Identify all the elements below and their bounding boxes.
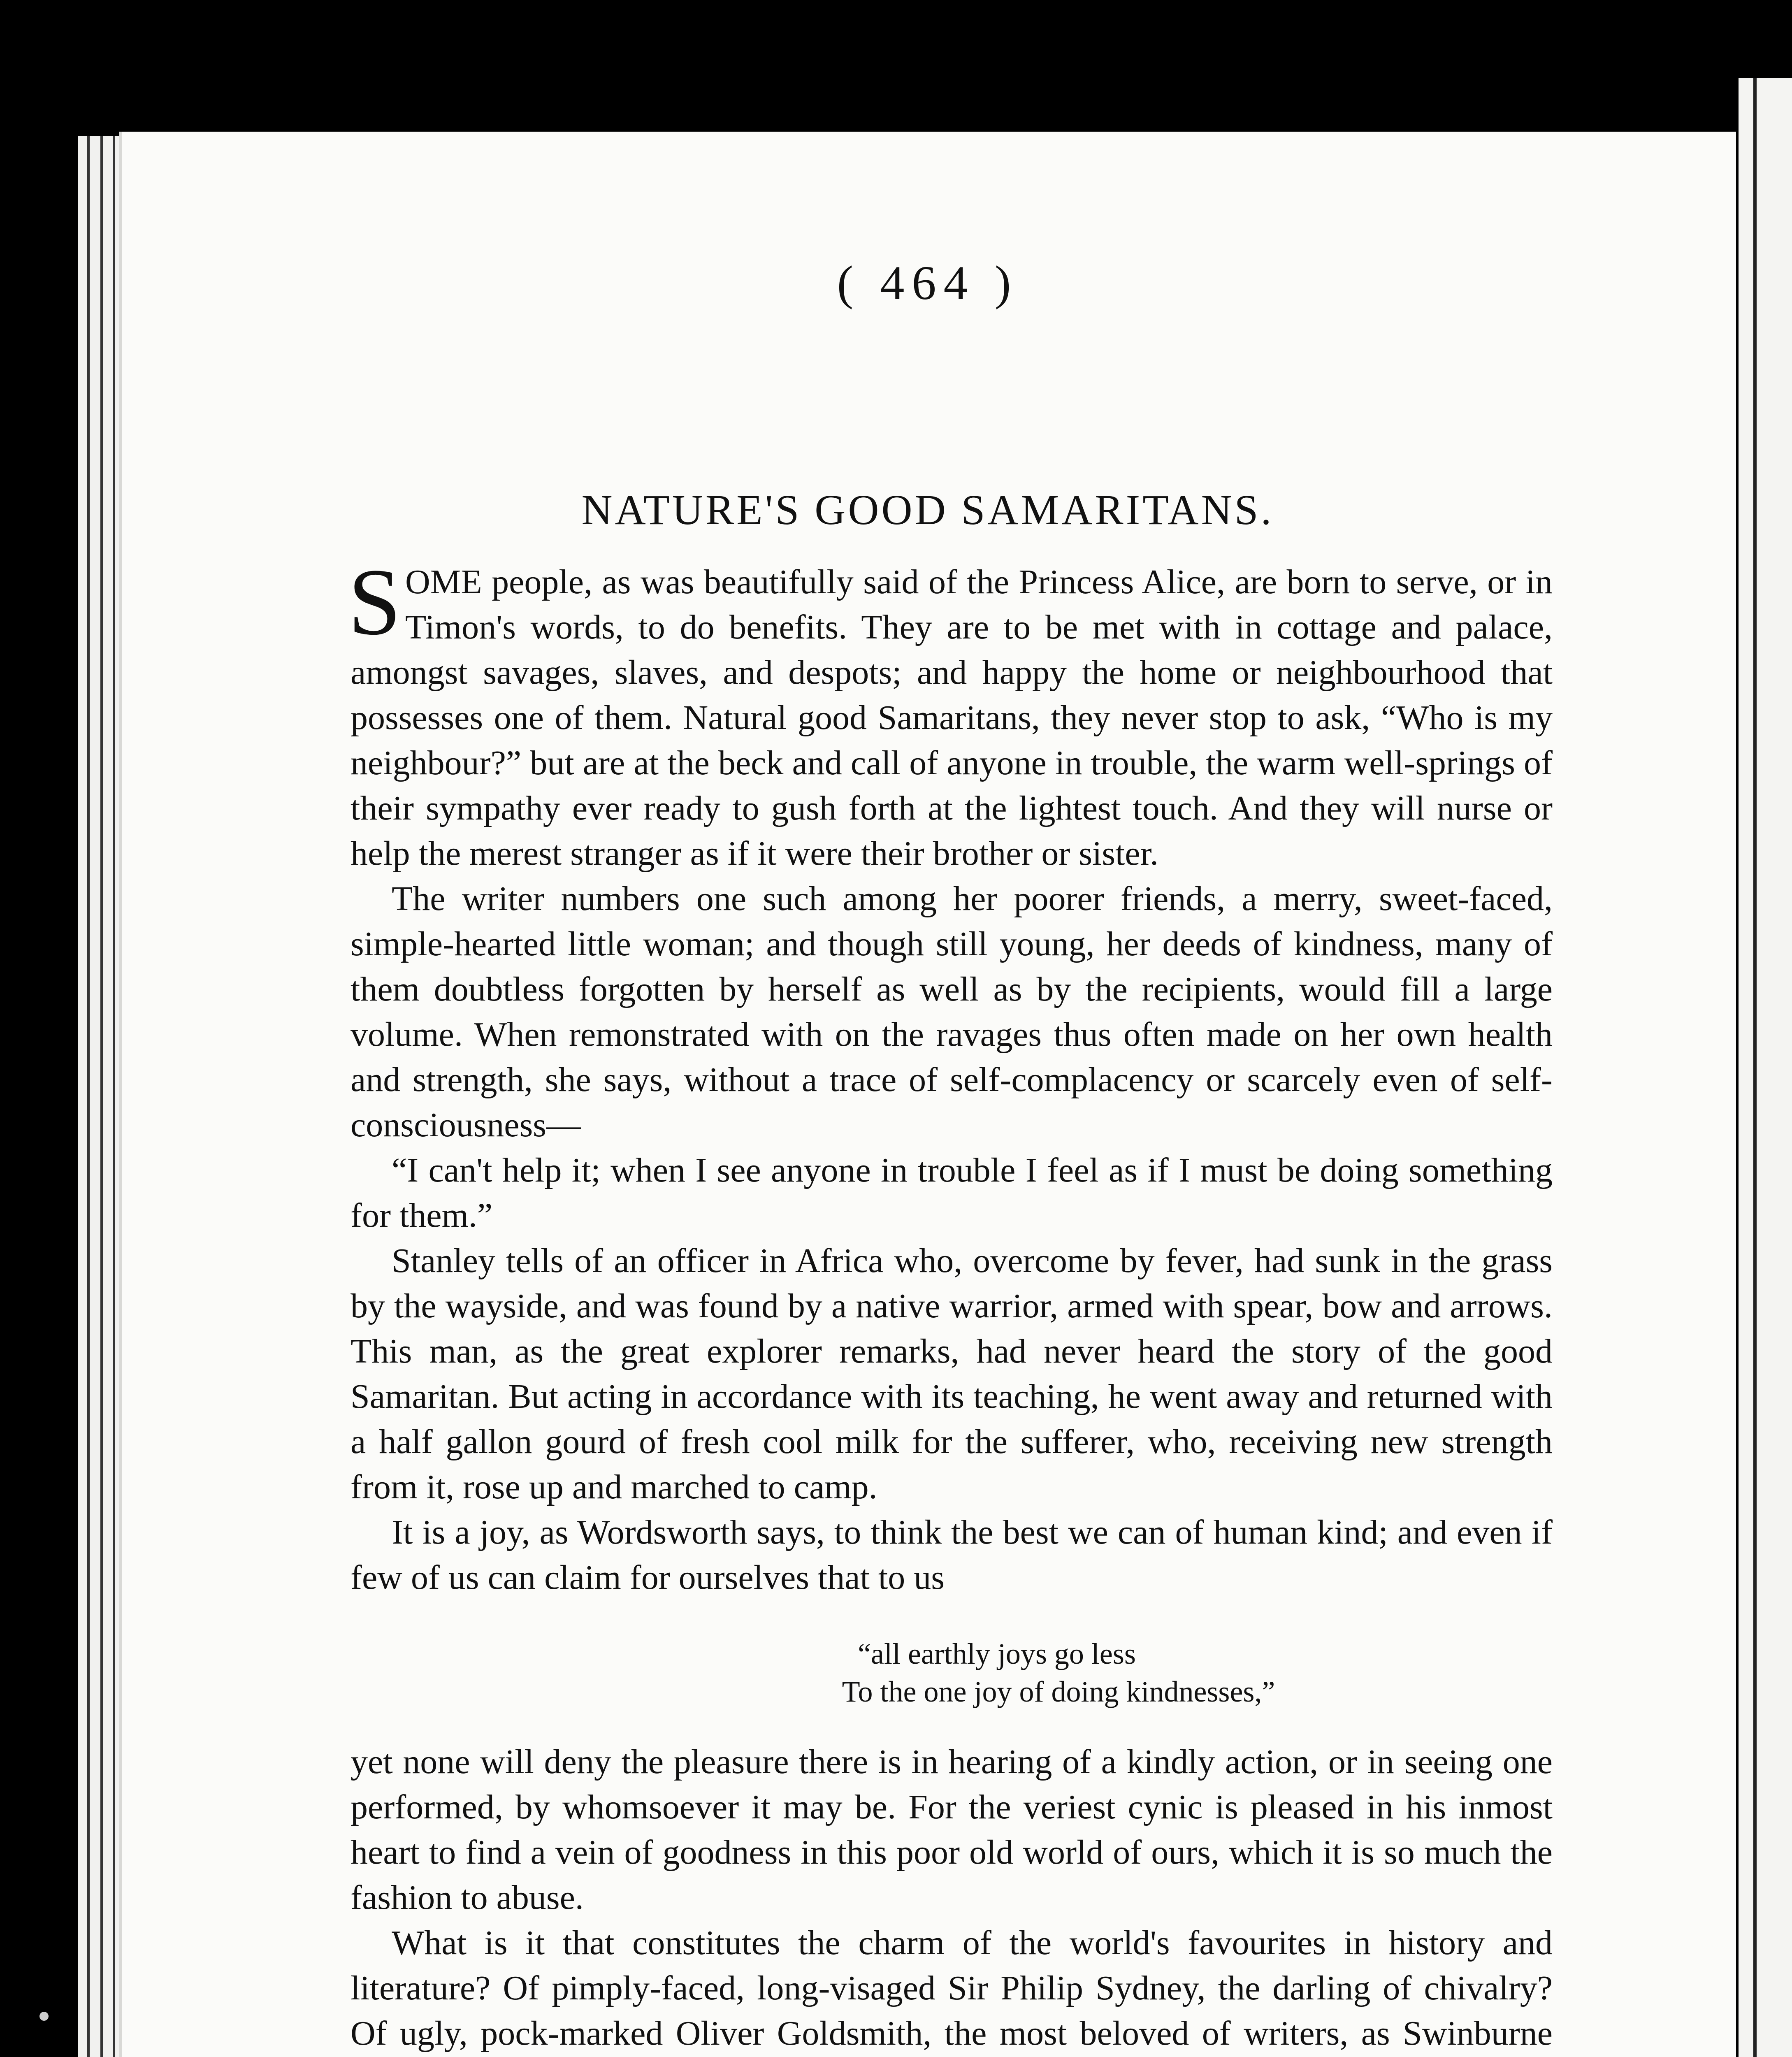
- lead-word: OME: [405, 563, 482, 601]
- left-page-edge: [78, 136, 123, 2057]
- left-edge-rule: [113, 136, 115, 2057]
- verse-quote: [351, 1635, 1553, 1711]
- article-body: [348, 549, 1553, 2057]
- drop-cap: S: [348, 549, 402, 655]
- verse-line: “all earthly joys go less: [858, 1637, 1136, 1670]
- paragraph: [348, 549, 1553, 876]
- verse-line: To the one joy of doing kindnesses,”: [842, 1675, 1275, 1708]
- page-number: ( 464 ): [837, 256, 1019, 310]
- right-edge-rule: [1753, 78, 1757, 2057]
- book-page: [119, 132, 1736, 2057]
- left-edge-rule: [87, 136, 90, 2057]
- left-edge-rule: [100, 136, 103, 2057]
- paragraph: It is a joy, as Wordsworth says, to think the best we can of human kind; and even if few of us can claim for ourselves that to us: [351, 1513, 1553, 1597]
- article-title: NATURE'S GOOD SAMARITANS.: [581, 486, 1274, 534]
- paragraph: The writer numbers one such among her poorer friends, a merry, sweet-faced, simple-hearted little woman; and though still young, her deeds of kindness, many of them doubtless forgotten by herself as well as by the recipients, would fill a large volume. When remonstrated with on the ravages thus often made on her own health and strength, she says, without a trace of self-complacency or scarcely even of self-consciousness—: [351, 880, 1553, 1144]
- paragraph: Stanley tells of an officer in Africa who, overcome by fever, had sunk in the grass by the wayside, and was found by a native warrior, armed with spear, bow and arrows. This man, as the great explorer remarks, had never heard the story of the good Samaritan. But acting in accordance with its teaching, he went away and returned with a half gallon gourd of fresh cool milk for the sufferer, who, receiving new strength from it, rose up and marched to camp.: [351, 1242, 1553, 1506]
- paragraph: “I can't help it; when I see anyone in trouble I feel as if I must be doing something for them.”: [351, 1151, 1553, 1235]
- scan-speck: [39, 2012, 49, 2021]
- paragraph-text: people, as was beautifully said of the Princess Alice, are born to serve, or in Timon's words, to do benefits. They are to be met with in cottage and palace, amongst savages, slaves, and despots; and happy the home or neighbourhood that possesses one of them. Natural good Samaritans, they never stop to ask, “Who is my neighbour?” but are at the beck and call of anyone in trouble, the warm well-springs of their sympathy ever ready to gush forth at the lightest touch. And they will nurse or help the merest stranger as if it were their brother or sister.: [351, 563, 1553, 873]
- paragraph: yet none will deny the pleasure there is in hearing of a kindly action, or in seeing one performed, by whomsoever it may be. For the veriest cynic is pleased in his inmost heart to find a vein of goodness in this poor old world of ours, which it is so much the fashion to abuse.: [351, 1743, 1553, 1917]
- paragraph: What is it that constitutes the charm of the world's favourites in history and literature? Of pimply-faced, long-visaged Sir Philip Sydney, the darling of chivalry? Of ugly, pock-marked Oliver Goldsmith, the most beloved of writers, as Swinburne: [351, 1924, 1553, 2052]
- right-page-edge: [1739, 78, 1792, 2057]
